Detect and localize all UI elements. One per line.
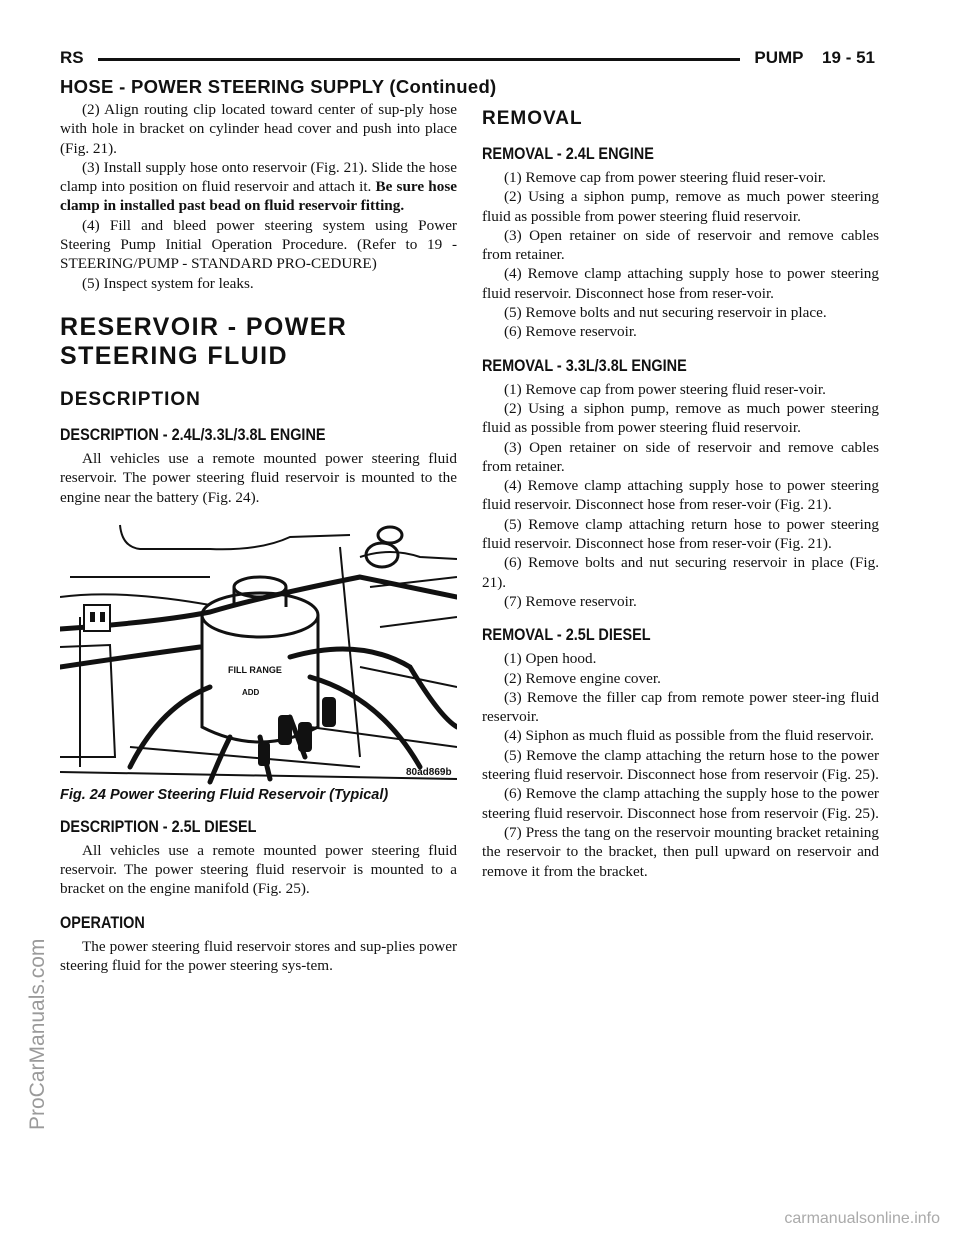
left-column (60, 100, 457, 975)
step: (4) Remove clamp attaching supply hose to power steering fluid reservoir. Disconnect hose from reser-voir. (482, 265, 879, 302)
section-code: RS (60, 48, 84, 67)
heading-operation: OPERATION (60, 912, 145, 932)
header-rule (98, 58, 740, 61)
step: (5) Remove the clamp attaching the return hose to the power steering fluid reservoir. Disconnect hose from reservoir (Fig. 25). (482, 746, 879, 784)
paragraph: All vehicles use a remote mounted power steering fluid reservoir. The power steering fluid reservoir is mounted to the engine near the battery (Fig. 24). (60, 449, 457, 506)
right-column (482, 100, 879, 881)
continued-heading: HOSE - POWER STEERING SUPPLY (Continued) (60, 76, 497, 97)
paragraph: (2) Align routing clip located toward center of sup-ply hose with hole in bracket on cylinder head cover and push into place (Fig. 21). (60, 101, 457, 157)
heading-removal: REMOVAL (482, 108, 583, 129)
paragraph: All vehicles use a remote mounted power steering fluid reservoir. The power steering fluid reservoir is mounted to a bracket on the engine manifold (Fig. 25). (60, 841, 457, 898)
step: (5) Remove clamp attaching return hose to power steering fluid reservoir. Disconnect hose from reser-voir (Fig. 21). (482, 515, 879, 553)
step: (1) Remove cap from power steering fluid reser-voir. (504, 380, 826, 398)
step: (3) Remove the filler cap from remote power steer-ing fluid reservoir. (482, 688, 879, 726)
section-title: RESERVOIR - POWER STEERING FLUID (60, 312, 348, 370)
step: (2) Remove engine cover. (504, 669, 661, 687)
step: (7) Remove reservoir. (504, 592, 637, 610)
paragraph: The power steering fluid reservoir stores and sup-plies power steering fluid for the power steering sys-tem. (60, 937, 457, 975)
page-header (60, 48, 875, 70)
heading-removal-24: REMOVAL - 2.4L ENGINE (482, 144, 654, 163)
heading-desc-diesel: DESCRIPTION - 2.5L DIESEL (60, 816, 257, 836)
paragraph: (4) Fill and bleed power steering system using Power Steering Pump Initial Operation Procedure. (Refer to 19 - STEERING/PUMP - STANDARD PRO-CEDURE) (60, 216, 457, 273)
add-label: ADD (242, 687, 260, 697)
paragraph: (3) Install supply hose onto reservoir (Fig. 21). Slide the hose clamp into position on fluid reservoir and attach it. Be sure hose clamp in installed past bead on fluid reservoir fitting. (60, 158, 457, 215)
footer-watermark: carmanualsonline.info (784, 1210, 940, 1227)
heading-desc-gas: DESCRIPTION - 2.4L/3.3L/3.8L ENGINE (60, 424, 326, 444)
step: (6) Remove the clamp attaching the supply hose to the power steering fluid reservoir. Disconnect hose from reservoir (Fig. 25). (482, 785, 879, 822)
page-number: PUMP 19 - 51 (754, 48, 875, 67)
step: (4) Siphon as much fluid as possible from the fluid reservoir. (504, 727, 874, 745)
heading-description: DESCRIPTION (60, 388, 201, 410)
paragraph: (5) Inspect system for leaks. (82, 274, 254, 292)
step: (3) Open retainer on side of reservoir and remove cables from retainer. (482, 226, 879, 264)
warning-text: Be sure hose clamp in installed past bead on fluid reservoir fitting. (60, 178, 457, 215)
step: (7) Press the tang on the reservoir mounting bracket retaining the reservoir to the bracket, then pull upward on reservoir and remove it from the bracket. (482, 823, 879, 880)
figure-code: 80ad869b (406, 766, 452, 778)
heading-removal-33: REMOVAL - 3.3L/3.8L ENGINE (482, 355, 687, 375)
step: (2) Using a siphon pump, remove as much power steering fluid as possible from power steering fluid reservoir. (482, 399, 879, 437)
step: (5) Remove bolts and nut securing reservoir in place. (504, 304, 827, 322)
step: (3) Open retainer on side of reservoir and remove cables from retainer. (482, 438, 879, 475)
step: (6) Remove reservoir. (504, 323, 637, 341)
step: (2) Using a siphon pump, remove as much power steering fluid as possible from power steering fluid reservoir. (482, 188, 879, 225)
figure-24 (60, 517, 457, 785)
fill-range-label: FILL RANGE (228, 664, 282, 675)
figure-caption: Fig. 24 Power Steering Fluid Reservoir (Typical) (60, 786, 389, 803)
heading-removal-25: REMOVAL - 2.5L DIESEL (482, 625, 651, 645)
step: (4) Remove clamp attaching supply hose to power steering fluid reservoir. Disconnect hose from reser-voir (Fig. 21). (482, 477, 879, 514)
reservoir-illustration (60, 517, 457, 785)
watermark: ProCarManuals.com (26, 938, 49, 1130)
step: (1) Remove cap from power steering fluid reser-voir. (504, 169, 826, 186)
step: (1) Open hood. (504, 650, 597, 668)
step: (6) Remove bolts and nut securing reservoir in place (Fig. 21). (482, 554, 879, 591)
